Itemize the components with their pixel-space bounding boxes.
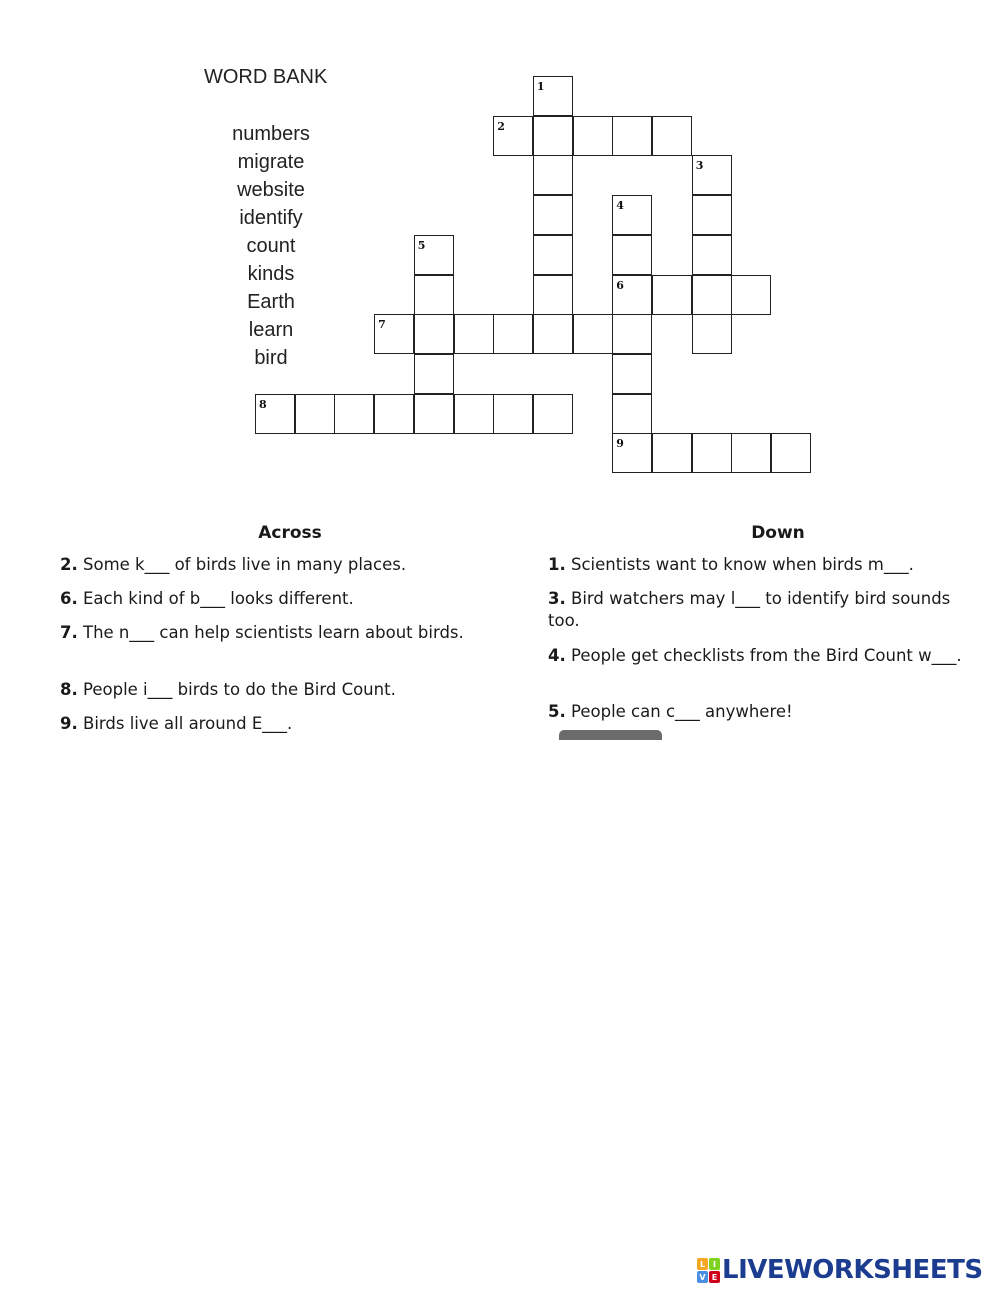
- clue-text: People get checklists from the Bird Count w___.: [571, 646, 962, 665]
- crossword-cell[interactable]: [573, 116, 613, 156]
- crossword-cell[interactable]: [334, 394, 374, 434]
- crossword-cell[interactable]: [414, 394, 454, 434]
- crossword-cell[interactable]: [414, 275, 454, 315]
- crossword-cell[interactable]: [533, 116, 573, 156]
- live-badge-icon: [697, 1258, 719, 1282]
- crossword-cell[interactable]: [652, 116, 692, 156]
- word-bank-word: bird: [254, 347, 288, 369]
- cell-number: 4: [616, 199, 624, 213]
- cell-number: 8: [259, 397, 267, 411]
- crossword-cell[interactable]: [493, 314, 533, 354]
- crossword-cell[interactable]: [652, 433, 692, 473]
- crossword-cell[interactable]: [731, 433, 771, 473]
- word-bank-word: migrate: [237, 151, 305, 173]
- crossword-cell[interactable]: [652, 275, 692, 315]
- word-bank-word: kinds: [247, 263, 295, 285]
- word-bank-word: learn: [248, 319, 294, 341]
- clue-number: 5.: [548, 702, 566, 721]
- crossword-cell[interactable]: [255, 394, 295, 434]
- word-bank-word: numbers: [232, 123, 310, 145]
- crossword-cell[interactable]: [533, 275, 573, 315]
- crossword-cell[interactable]: [414, 235, 454, 275]
- clue-number: 4.: [548, 646, 566, 665]
- word-bank-title: WORD BANK: [204, 66, 328, 88]
- clue-number: 8.: [60, 680, 78, 699]
- crossword-cell[interactable]: [692, 235, 732, 275]
- word-bank-word: count: [246, 235, 296, 257]
- down-clue-3: [548, 588, 958, 632]
- crossword-cell[interactable]: [692, 155, 732, 195]
- crossword-cell[interactable]: [295, 394, 335, 434]
- crossword-cell[interactable]: [493, 394, 533, 434]
- crossword-cell[interactable]: [612, 314, 652, 354]
- badge-letter: L: [697, 1258, 708, 1270]
- cell-number: 5: [417, 238, 426, 252]
- word-bank-word: identify: [239, 207, 303, 229]
- crossword-cell[interactable]: [612, 394, 652, 434]
- crossword-cell[interactable]: [533, 76, 573, 116]
- badge-letter: E: [709, 1271, 720, 1283]
- cell-number: 3: [695, 159, 704, 173]
- crossword-cell[interactable]: [454, 394, 494, 434]
- cell-number: 1: [536, 80, 545, 93]
- crossword-cell[interactable]: [374, 314, 414, 354]
- logo-text: LIVEWORKSHEETS: [722, 1255, 983, 1285]
- crossword-cell[interactable]: [414, 354, 454, 394]
- down-clue-5: [548, 701, 968, 723]
- crossword-cell[interactable]: [612, 116, 652, 156]
- cell-number: 9: [616, 437, 624, 451]
- clue-number: 3.: [548, 589, 566, 608]
- crossword-cell[interactable]: [493, 116, 533, 156]
- crossword-cell[interactable]: [533, 235, 573, 275]
- crossword-cell[interactable]: [692, 195, 732, 235]
- across-heading: Across: [258, 523, 322, 543]
- clue-text: People i___ birds to do the Bird Count.: [83, 680, 396, 699]
- badge-letter: I: [709, 1258, 720, 1270]
- word-bank-word: Earth: [247, 291, 295, 313]
- crossword-cell[interactable]: [533, 195, 573, 235]
- crossword-cell[interactable]: [454, 314, 494, 354]
- crossword-cell[interactable]: [731, 275, 771, 315]
- clue-number: 7.: [60, 623, 78, 642]
- clue-number: 2.: [60, 555, 78, 574]
- clue-text: People can c___ anywhere!: [571, 702, 793, 721]
- across-clue-7: [60, 622, 480, 644]
- clue-text: Each kind of b___ looks different.: [83, 589, 354, 608]
- crossword-cell[interactable]: [612, 433, 652, 473]
- crossword-cell[interactable]: [771, 433, 811, 473]
- clue-text: Birds live all around E___.: [83, 714, 293, 733]
- crossword-cell[interactable]: [573, 314, 613, 354]
- crossword-cell[interactable]: [612, 275, 652, 315]
- crossword-cell[interactable]: [533, 155, 573, 195]
- down-clue-1: [548, 554, 988, 576]
- down-clue-4: [548, 645, 968, 667]
- liveworksheets-logo[interactable]: [697, 1255, 983, 1285]
- clue-text: Scientists want to know when birds m___.: [571, 555, 914, 574]
- crossword-cell[interactable]: [374, 394, 414, 434]
- crossword-cell[interactable]: [692, 275, 732, 315]
- clue-text: Some k___ of birds live in many places.: [83, 555, 407, 574]
- across-clue-8: [60, 679, 490, 701]
- crossword-cell[interactable]: [414, 314, 454, 354]
- scrollbar-thumb[interactable]: [559, 730, 662, 740]
- crossword-cell[interactable]: [612, 195, 652, 235]
- clue-number: 1.: [548, 555, 566, 574]
- clue-text: The n___ can help scientists learn about birds.: [83, 623, 464, 642]
- badge-letter: V: [697, 1271, 708, 1283]
- across-clue-2: [60, 554, 490, 576]
- cell-number: 7: [378, 318, 386, 332]
- crossword-cell[interactable]: [612, 354, 652, 394]
- crossword-grid: [0, 0, 1000, 500]
- across-clue-6: [60, 588, 490, 610]
- down-heading: Down: [751, 523, 805, 543]
- crossword-cell[interactable]: [533, 394, 573, 434]
- crossword-cell[interactable]: [612, 235, 652, 275]
- cell-number: 2: [497, 119, 505, 133]
- crossword-cell[interactable]: [533, 314, 573, 354]
- clue-text: Bird watchers may l___ to identify bird sounds too.: [548, 589, 951, 630]
- crossword-cell[interactable]: [692, 433, 732, 473]
- across-clue-9: [60, 713, 490, 735]
- clue-number: 9.: [60, 714, 78, 733]
- cell-number: 6: [616, 278, 624, 292]
- crossword-cell[interactable]: [692, 314, 732, 354]
- clue-number: 6.: [60, 589, 78, 608]
- word-bank-word: website: [237, 179, 305, 201]
